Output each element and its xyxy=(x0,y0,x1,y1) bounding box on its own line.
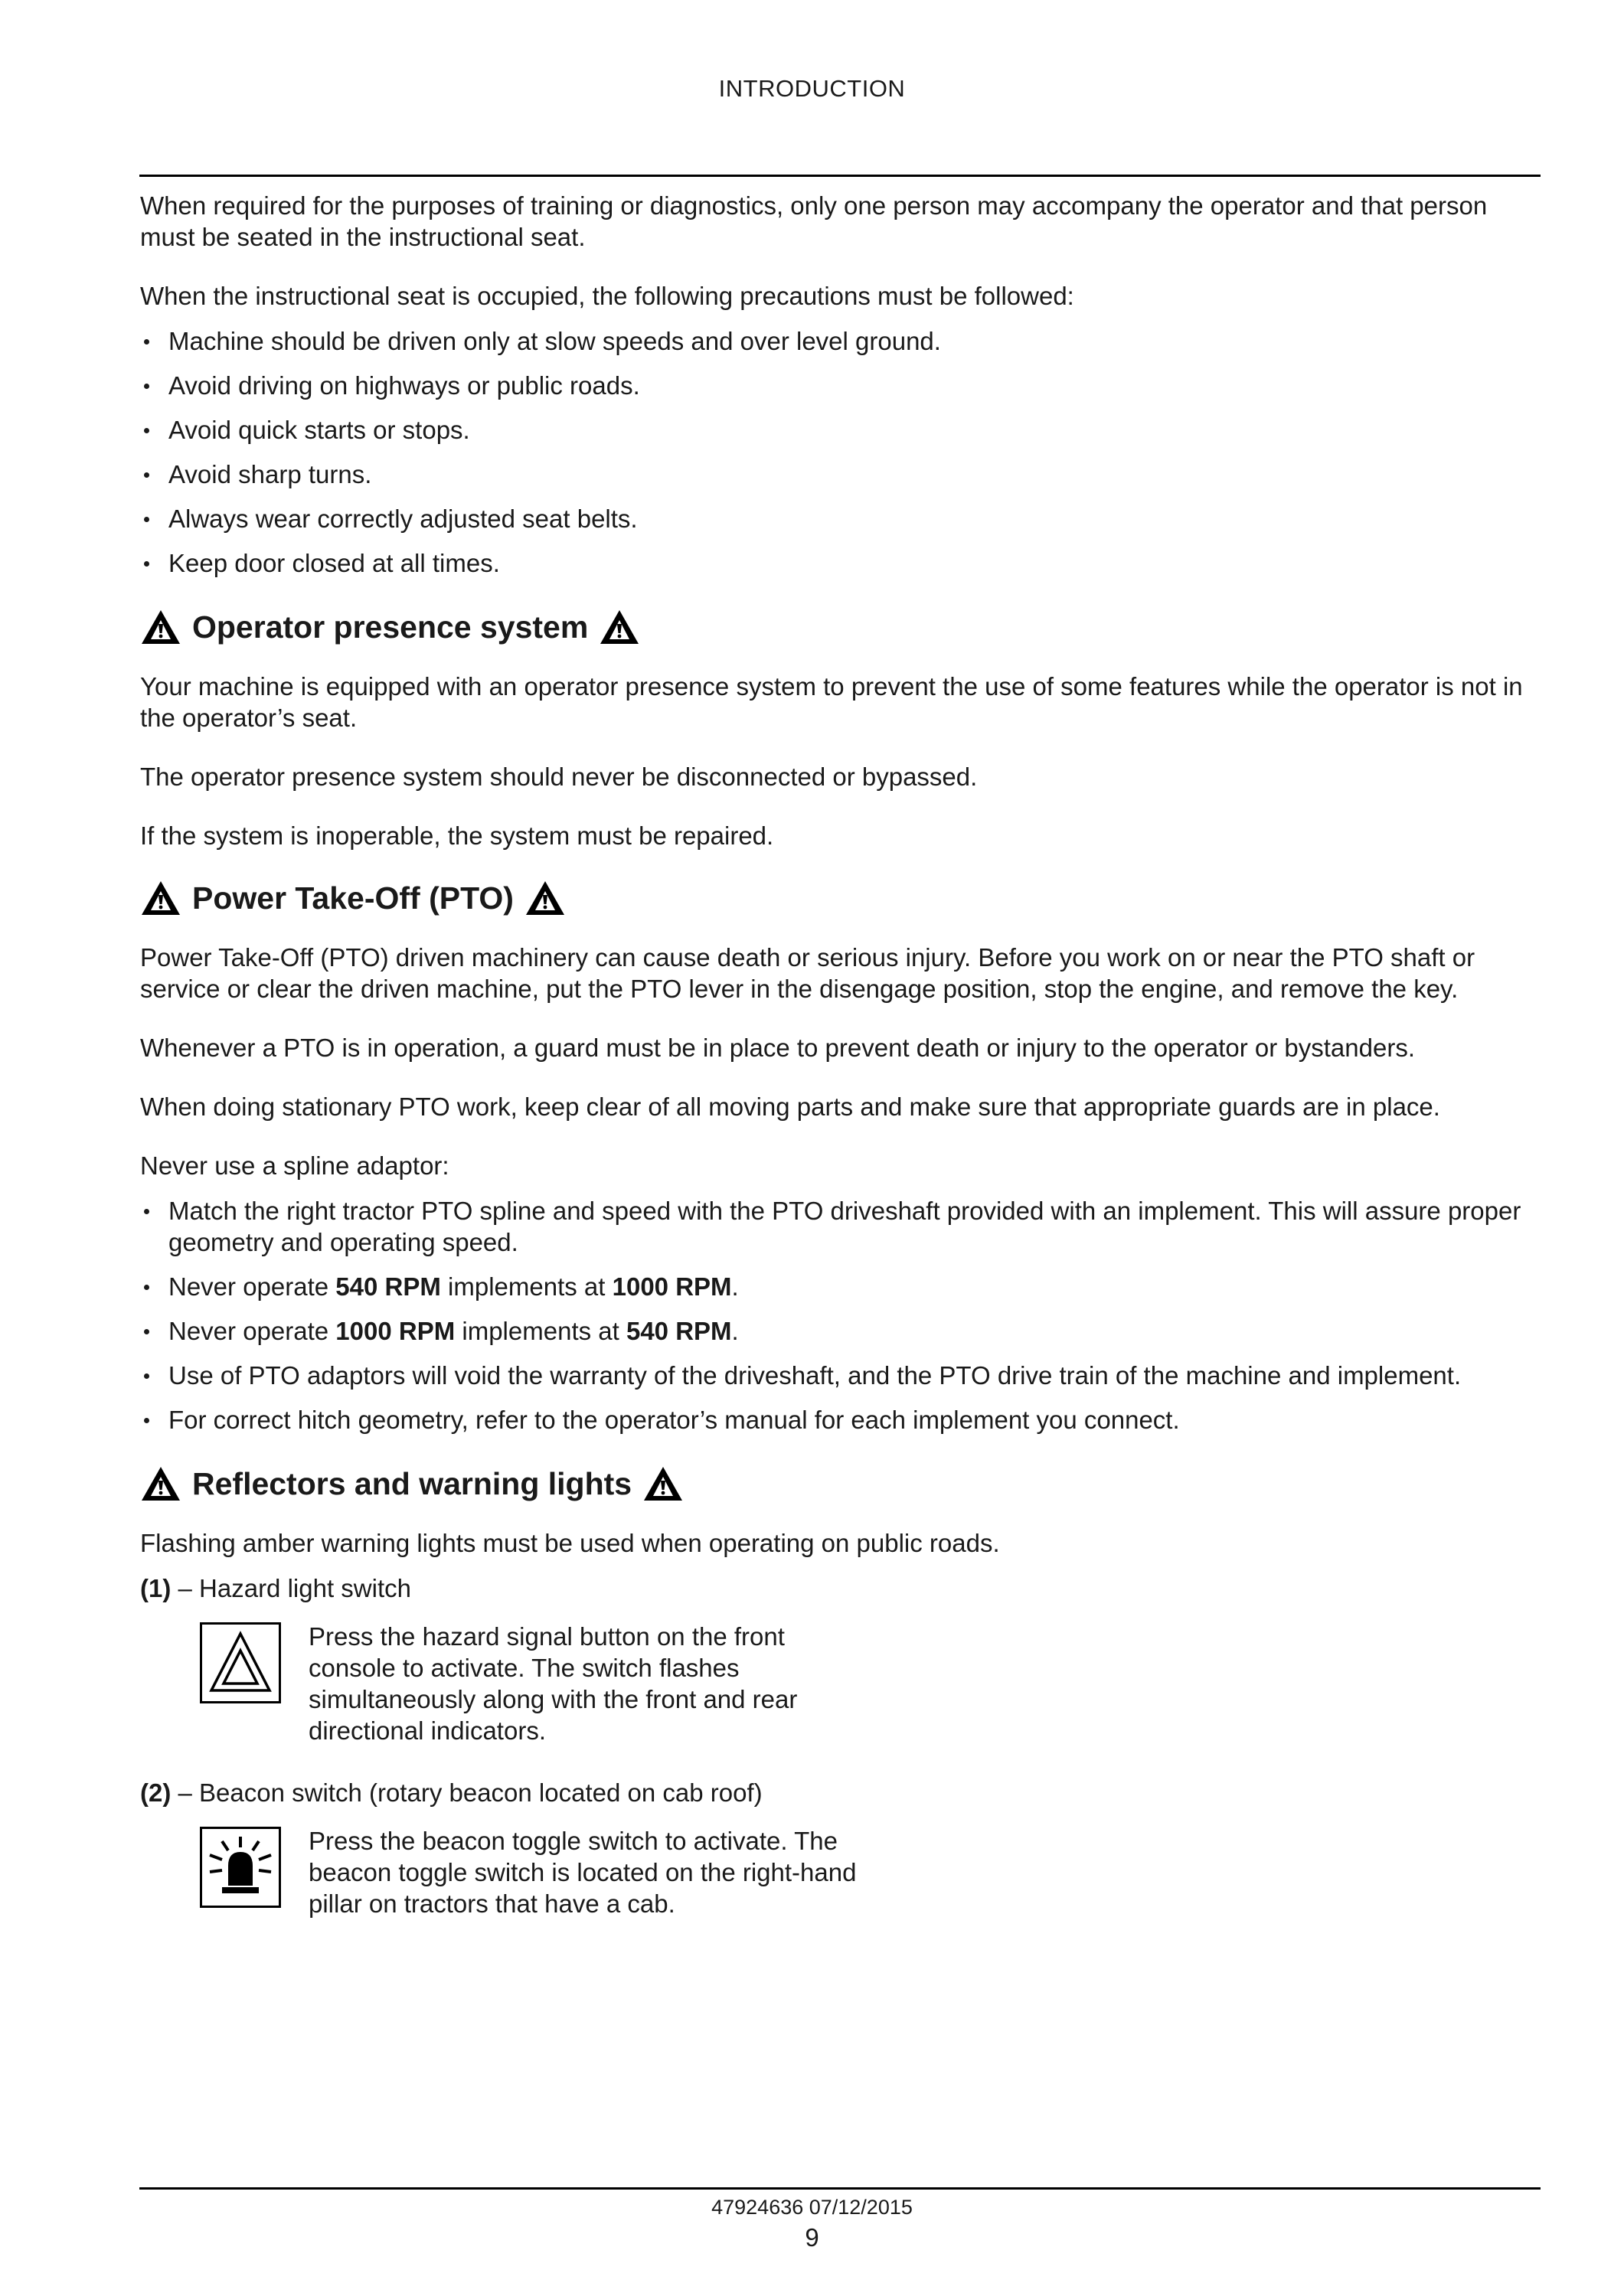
hazard-switch-label: (1) – Hazard light switch xyxy=(140,1574,411,1602)
section-heading-pto xyxy=(140,879,1541,917)
warning-triangle-icon xyxy=(140,1465,181,1503)
precautions-list xyxy=(140,325,1541,579)
list-item: For correct hitch geometry, refer to the operator’s manual for each implement you connect. xyxy=(140,1404,1541,1435)
warning-triangle-icon xyxy=(524,879,566,917)
footer-rule xyxy=(139,2187,1541,2190)
intro-paragraph-1: When required for the purposes of training or diagnostics, only one person may accompany the operator and that person must be seated in the instructional seat. xyxy=(140,191,1488,251)
page-header: INTRODUCTION xyxy=(718,75,906,102)
beacon-switch-description: Press the beacon toggle switch to activate. The beacon toggle switch is located on the right-hand pillar on tractors that have a cab. xyxy=(309,1827,857,1918)
section-heading-operator-presence xyxy=(140,608,1541,646)
reflectors-paragraph-1: Flashing amber warning lights must be used when operating on public roads. xyxy=(140,1529,1000,1557)
operator-presence-paragraph-2: The operator presence system should never be disconnected or bypassed. xyxy=(140,763,978,791)
section-title: Reflectors and warning lights xyxy=(192,1466,632,1501)
list-item: Never operate 540 RPM implements at 1000 RPM. xyxy=(140,1271,1541,1302)
pto-paragraph-4: Never use a spline adaptor: xyxy=(140,1151,449,1180)
pto-paragraph-1: Power Take-Off (PTO) driven machinery can cause death or serious injury. Before you work on or near the PTO shaft or service or clear the driven machine, put the PTO lever in the disengage position, stop the engine, and remove the key. xyxy=(140,943,1475,1003)
intro-paragraph-2: When the instructional seat is occupied, the following precautions must be followed: xyxy=(140,282,1074,310)
section-title: Operator presence system xyxy=(192,609,589,645)
operator-presence-paragraph-1: Your machine is equipped with an operator presence system to prevent the use of some features while the operator is not in the operator’s seat. xyxy=(140,672,1523,732)
list-item: Avoid driving on highways or public roads. xyxy=(140,370,1541,401)
operator-presence-paragraph-3: If the system is inoperable, the system must be repaired. xyxy=(140,821,774,850)
list-item: Match the right tractor PTO spline and speed with the PTO driveshaft provided with an implement. This will assure proper geometry and operating speed. xyxy=(140,1195,1541,1258)
rotary-beacon-icon xyxy=(200,1827,281,1908)
beacon-switch-block xyxy=(200,1825,1541,1919)
item-number: (2) xyxy=(140,1778,172,1807)
rpm-value: 540 RPM xyxy=(335,1272,441,1301)
pto-list xyxy=(140,1195,1541,1435)
list-item: Keep door closed at all times. xyxy=(140,547,1541,579)
header-rule xyxy=(139,175,1541,177)
warning-triangle-icon xyxy=(140,608,181,646)
list-item: Avoid quick starts or stops. xyxy=(140,414,1541,446)
list-item: Use of PTO adaptors will void the warranty of the driveshaft, and the PTO drive train of the machine and implement. xyxy=(140,1360,1541,1391)
section-title: Power Take-Off (PTO) xyxy=(192,880,514,916)
hazard-triangle-icon xyxy=(200,1622,281,1703)
rpm-value: 1000 RPM xyxy=(612,1272,732,1301)
pto-paragraph-3: When doing stationary PTO work, keep clear of all moving parts and make sure that appropriate guards are in place. xyxy=(140,1092,1440,1121)
item-number: (1) xyxy=(140,1574,172,1602)
warning-triangle-icon xyxy=(599,608,640,646)
beacon-switch-label: (2) – Beacon switch (rotary beacon located on cab roof) xyxy=(140,1778,763,1807)
page-number: 9 xyxy=(805,2223,819,2252)
hazard-switch-description: Press the hazard signal button on the front console to activate. The switch flashes simultaneously along with the front and rear directional indicators. xyxy=(309,1622,798,1745)
document-code: 47924636 07/12/2015 xyxy=(711,2196,913,2219)
pto-paragraph-2: Whenever a PTO is in operation, a guard must be in place to prevent death or injury to the operator or bystanders. xyxy=(140,1034,1415,1062)
hazard-switch-block xyxy=(200,1621,1541,1746)
list-item: Machine should be driven only at slow speeds and over level ground. xyxy=(140,325,1541,357)
list-item: Always wear correctly adjusted seat belts. xyxy=(140,503,1541,534)
section-heading-reflectors xyxy=(140,1465,1541,1503)
rpm-value: 1000 RPM xyxy=(335,1317,456,1345)
rpm-value: 540 RPM xyxy=(626,1317,732,1345)
list-item: Avoid sharp turns. xyxy=(140,459,1541,490)
warning-triangle-icon xyxy=(140,879,181,917)
page-content xyxy=(140,190,1541,1950)
list-item: Never operate 1000 RPM implements at 540 RPM. xyxy=(140,1315,1541,1347)
warning-triangle-icon xyxy=(642,1465,684,1503)
